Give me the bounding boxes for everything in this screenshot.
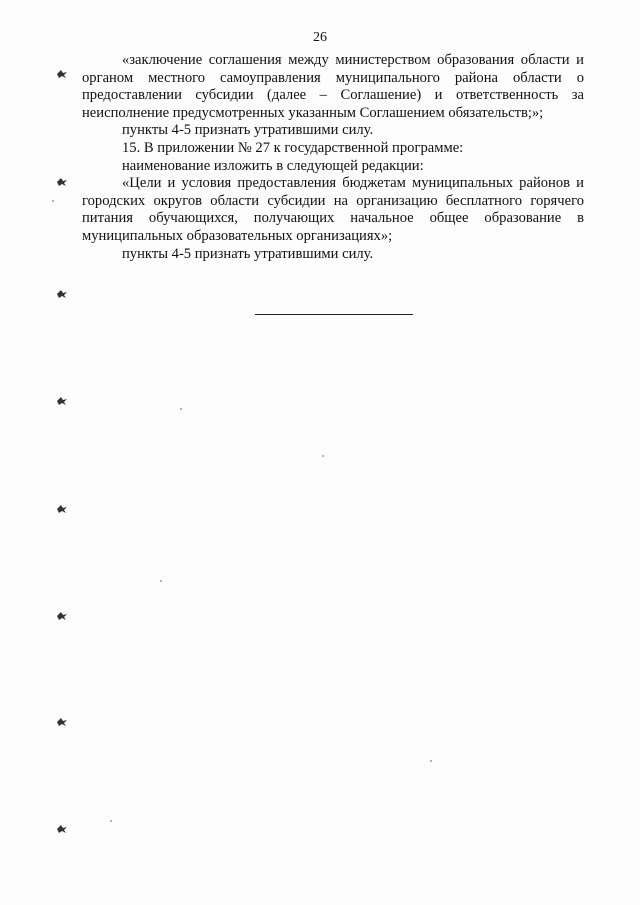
paragraph-appendix-27: 15. В приложении № 27 к государственной программе: [122, 139, 464, 156]
scan-speck [430, 760, 432, 762]
punch-hole-mark-icon [57, 825, 67, 833]
punch-hole-mark-icon [57, 290, 67, 298]
punch-hole-mark-icon [57, 397, 67, 405]
scan-speck [110, 820, 112, 822]
paragraph-points-void-2: пункты 4-5 признать утратившими силу. [122, 245, 374, 262]
paragraph-points-void-1: пункты 4-5 признать утратившими силу. [122, 122, 374, 139]
punch-hole-mark-icon [57, 505, 67, 513]
paragraph-agreement-conclusion: «заключение соглашения между министерством образования области и органом местного самоуправления муниципального района области о предоставлении субсидии (далее – Соглашение) и ответственность за неисполнение предусмотренных указанным Соглашением обязательств;»; [82, 52, 584, 121]
scan-speck [180, 408, 182, 410]
punch-hole-mark-icon [57, 178, 67, 186]
punch-hole-mark-icon [57, 718, 67, 726]
page-number: 26 [313, 30, 327, 45]
document-body [82, 52, 584, 263]
punch-hole-mark-icon [57, 70, 67, 78]
end-rule-divider [255, 314, 413, 315]
paragraph-goals-conditions: «Цели и условия предоставления бюджетам муниципальных районов и городских округов области субсидии на организацию бесплатного горячего питания обучающихся, получающих начальное общее образование в муниципальных образовательных организациях»; [82, 175, 584, 244]
scan-speck [322, 455, 324, 457]
scan-speck [160, 580, 162, 582]
paragraph-name-redaction: наименование изложить в следующей редакции: [122, 157, 424, 174]
scan-speck [52, 200, 54, 202]
punch-hole-mark-icon [57, 612, 67, 620]
